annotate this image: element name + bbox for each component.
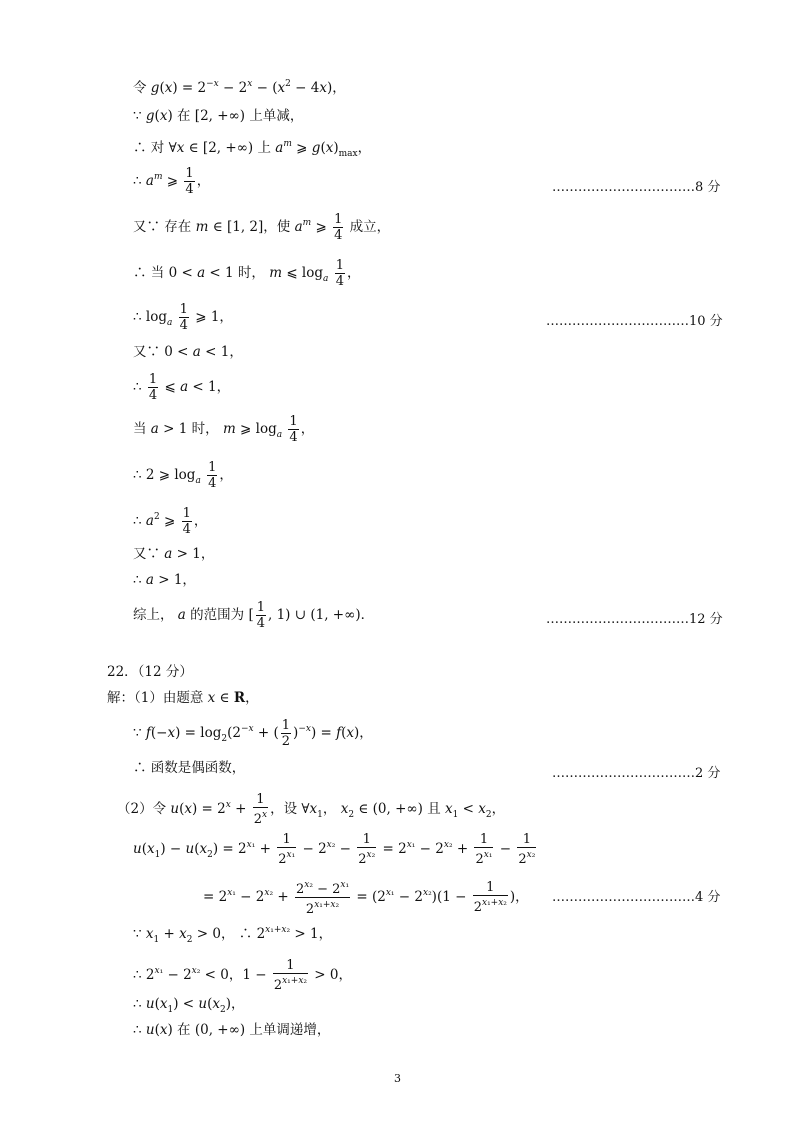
solution-line-6: ∴ 当 0 < a < 1 时， m ⩽ $\log_a$ $\frac{1}{4}$ ，	[133, 258, 361, 289]
difference-equation-1: $u(x_1) - u(x_2) = 2^{x_1}$ + $\frac{1}{2^{x_1}}$ − $2^{x_2}$ − $\frac{1}{2^{x_2}}$ = $2^{x_1} - 2^{x_2}$ + $\frac{1}{2^{x_1}}$ − $\frac{1}{2^{x_2}}$	[133, 832, 536, 867]
score-2: ……………………………2 分	[552, 766, 721, 781]
solution-line-14: ∴ a > 1，	[133, 572, 196, 588]
solution-part-1: 解：（1）由题意 x ∈ R，	[107, 690, 259, 706]
solution-line-2: ∵ g(x) 在 [2, +∞) 上单减，	[133, 108, 304, 124]
score-10: ……………………………10 分	[546, 314, 723, 329]
score-8: ……………………………8 分	[552, 180, 721, 195]
solution-line-4: ∴ $a^m$ ⩾ $\frac{1}{4}$ ，	[133, 166, 211, 197]
sum-positive-line: ∵ $x_1 + x_2 > 0$， ∴ $2^{x_1+x_2} > 1$，	[133, 925, 333, 945]
solution-line-8: 又∵ 0 < a < 1，	[133, 344, 243, 360]
solution-line-15: 综上， a 的范围为 [ $\frac{1}{4}$ , 1) ∪ (1, +∞)．	[133, 600, 375, 631]
monotonic-conclusion-line: ∴ u(x) 在 (0, +∞) 上单调递增，	[133, 1022, 331, 1038]
solution-line-12: ∴ $a^2$ ⩾ $\frac{1}{4}$ ，	[133, 506, 208, 537]
solution-line-11: ∴ 2 ⩾ $\log_a$ $\frac{1}{4}$ ，	[133, 460, 233, 491]
solution-line-10: 当 a > 1 时， m ⩾ $\log_a$ $\frac{1}{4}$ ，	[133, 414, 315, 445]
score-12: ……………………………12 分	[546, 612, 723, 627]
page-number: 3	[394, 1072, 401, 1085]
solution-line-7: ∴ $\log_a$ $\frac{1}{4}$ ⩾ 1，	[133, 302, 233, 333]
even-function-equation: ∵ $f(-x) = \log_2(2^{-x}$ + ( $\frac{1}{2}$ )$^{-x}$) = f(x)，	[133, 718, 373, 749]
sign-analysis-line: ∴ $2^{x_1} - 2^{x_2} < 0$，1 − $\frac{1}{2^{x_1+x_2}}$ > 0，	[133, 958, 352, 993]
even-function-conclusion: ∴ 函数是偶函数，	[133, 760, 246, 776]
solution-line-3: ∴ 对 ∀x ∈ [2, +∞) 上 $a^m$ ⩾ $g(x)_{max}$，	[133, 139, 372, 159]
solution-part-2: （2）令 $u(x) = 2^x$ + $\frac{1}{2^x}$ ，设 $\forall x_1$， $x_2$ ∈ (0, +∞) 且 $x_1 < x_2$，	[117, 792, 506, 827]
difference-equation-2: = $2^{x_1} - 2^{x_2}$ + $\frac{2^{x_2} - 2^{x_1}}{2^{x_1+x_2}}$ = $(2^{x_1} - 2^{x_2})(1$ − $\frac{1}{2^{x_1+x_2}}$ )，	[203, 880, 529, 917]
solution-line-5: 又∵ 存在 m ∈ [1, 2]，使 $a^m$ ⩾ $\frac{1}{4}$ 成立，	[133, 212, 391, 243]
solution-line-9: ∴ $\frac{1}{4}$ ⩽ a < 1，	[133, 372, 231, 403]
solution-line-13: 又∵ a > 1，	[133, 546, 215, 562]
question-22-heading: 22．（12 分）	[107, 664, 193, 680]
score-4: ……………………………4 分	[552, 890, 721, 905]
inequality-line: ∴ $u(x_1) < u(x_2)$，	[133, 996, 245, 1015]
solution-line-1: 令 $g(x) = 2^{-x} - 2^x - (x^2 - 4x)$，	[133, 79, 346, 96]
